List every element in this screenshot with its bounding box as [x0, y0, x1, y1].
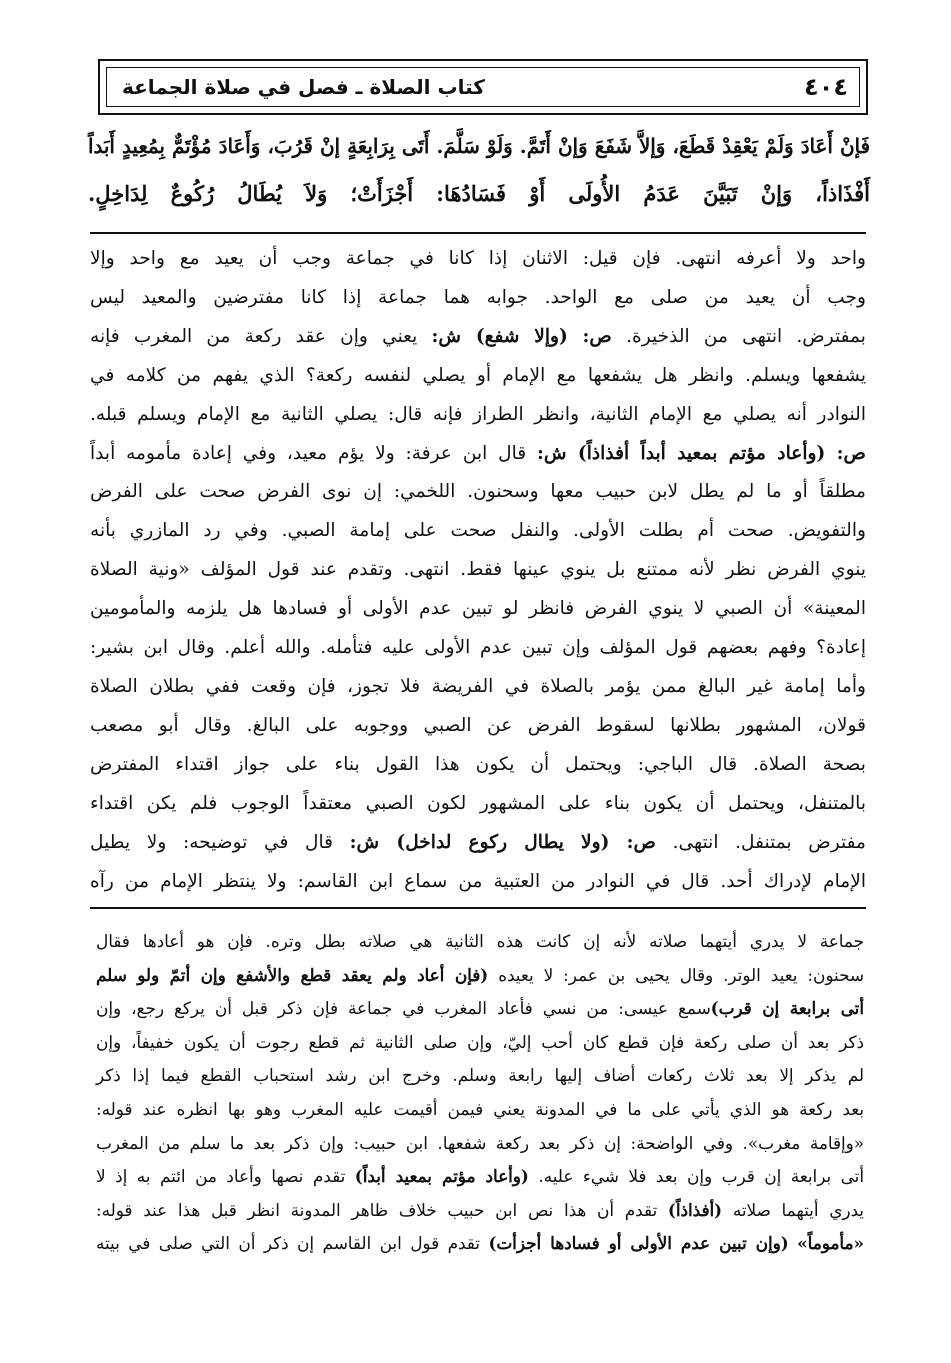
text-run: تقدم أن هذا نص ابن حبيب خلاف ظاهر المدونة انظر قبل هذا عند قوله: [96, 1199, 668, 1220]
text-run: وجب أن يعيد من صلى مع الواحد. جوابه هما جماعة إذا كانا مفترضين والمعيد ليس [90, 286, 866, 308]
commentary-line [90, 707, 866, 746]
text-run: جماعة لا يدري أيتهما صلاته لأنه إن كانت هذه الثانية هي صلاته بطل وتره. فإن هو أعادها فقال [96, 931, 864, 951]
commentary-line [90, 551, 866, 590]
commentary-line [90, 318, 866, 357]
text-run: والتفويض. صحت أم بطلت الأولى. والنفل صحت على إمامة الصبي. وفي رد المازري بأنه [90, 520, 866, 542]
text-run: يدري أيتهما صلاته [722, 1199, 864, 1220]
text-run: المعينة» أن الصبي لا ينوي الفرض فانظر لو تبين عدم الأولى أو فسادها هل يلزمه والمأمومين [90, 598, 866, 620]
text-run: بعد ركعة هو الذي يأتي على ما في المدونة يعني فيمن أقيمت عليه المغرب وهو بها انظره عند قوله: [96, 1098, 864, 1119]
note-line [96, 1227, 864, 1261]
text-run: سمع عيسى: من نسي فأعاد المغرب في جماعة فإن ذكر قبل أن يركع رجع، وإن [96, 998, 711, 1019]
text-run: يشفعها ويسلم. وانظر هل يشفعها مع الإمام أو يصلي لنفسه ركعة؟ الذي يفهم من كلامه في [90, 364, 866, 386]
text-run: واحد ولا أعرفه انتهى. فإن قيل: الاثنان إذا كانا في جماعة وجب أن يعيد مع واحد وإلا [90, 248, 866, 269]
note-line [96, 1127, 864, 1161]
bold-quote: «مأموماً» [797, 1233, 865, 1254]
text-run: تقدم نصها وأعاد من ائتم به إذ لا [96, 1166, 355, 1187]
text-run: بالمتنفل، ويحتمل أن يكون بناء على المشهور لكون الصبي معتقداً الوجوب فلم يكن اقتداء [90, 792, 866, 814]
note-line [96, 1026, 864, 1060]
text-run: إعادة؟ وفهم بعضهم قول المؤلف وإن تبين عدم الأولى عليه فتأمله. والله أعلم. وقال ابن بشير: [90, 637, 866, 659]
note-line [96, 959, 864, 993]
commentary-line [90, 435, 866, 474]
running-title: كتاب الصلاة ـ فصل في صلاة الجماعة [122, 75, 485, 99]
marginal-notes [96, 925, 864, 1261]
separator-rule [90, 907, 866, 909]
note-line [96, 1093, 864, 1127]
text-run: «وإقامة مغرب». وفي الواضحة: إن ذكر بعد ركعة شفعها. ابن حبيب: وإن ذكر بعد ما سلم من المغرب [96, 1132, 864, 1153]
text-run: وأما إمامة غير البالغ ممن يؤمر بالصلاة في الفريضة فلا تجوز، فإن وقعت ففي بطلان الصلاة [90, 675, 866, 697]
note-line [96, 925, 864, 959]
commentary-line [90, 240, 866, 279]
main-text-line: أَفْذَاذاً، وَإنْ تَبَيَّنَ عَدَمُ الأُولَى أَوْ فَسَادُهَا: أَجْزَأَتْ؛ وَلاَ يُطَالُ رُكُوعٌ لِدَاخِلٍ. [88, 181, 870, 206]
bold-quote: (وإن تبين عدم الأولى أو فسادها أجزأت) [488, 1233, 789, 1254]
bold-quote: (فإن أعاد ولم يعقد قطع والأشفع وإن أتمّ ولو سلم [96, 964, 489, 985]
note-line [96, 1194, 864, 1228]
text-run: أتى برابعة إن قرب وإن بعد فلا شيء عليه. [528, 1166, 865, 1187]
text-run: النوادر أنه يصلي مع الإمام الثانية، وانظر الطراز فإنه قال: يصلي الثانية مع الإمام ويسلم قبله. [90, 403, 866, 425]
text-run: يعني وإن عقد ركعة من المغرب فإنه [90, 325, 432, 347]
main-text [88, 122, 870, 218]
commentary-line [90, 785, 866, 824]
text-run: الإمام لإدراك أحد. قال في النوادر من العتبية من سماع ابن القاسم: ولا ينتظر الإمام من رآه [90, 870, 866, 892]
commentary-line [90, 629, 866, 668]
commentary-line [90, 357, 866, 396]
text-run: لم يذكر إلا بعد ثلاث ركعات أضاف إليها رابعة وسلم. وخرج ابن رشد استحباب القطع فيما إذا ذكر [96, 1065, 864, 1086]
text-run: سحنون: يعيد الوتر. وقال يحيى بن عمر: لا يعيده [488, 964, 864, 985]
page-number: ٤٠٤ [804, 73, 848, 101]
main-text-line: فَإنْ أَعَادَ وَلَمْ يَعْقِدْ قَطَعَ، وَإلاَّ شَفَعَ وَإنْ أَتَمَّ. وَلَوْ سَلَّمَ. أَتَى بِرَابِعَةٍ إنْ قَرُبَ، وَأَعَادَ مُؤْتَمٌّ بِمُعِيدٍ أَبَداً [88, 134, 870, 158]
text-run: تقدم قول ابن القاسم إن ذكر أن التي صلى في بيته [96, 1233, 489, 1254]
text-run: ذكر بعد أن صلى ركعة فإن قطع كان أحب إليّ، وإن صلى الثانية ثم قطع رجوت أن يكون خفيفاً، وإن [96, 1031, 864, 1052]
text-run: ينوي الفرض نظر لأنه ممتنع بل ينوي عينها فقط. انتهى. وتقدم عند قول المؤلف «ونية الصلاة [90, 559, 866, 581]
text-run: مفترض بمتنفل. انتهى. [655, 831, 867, 853]
text-run: بصحة الصلاة. قال الباجي: ويحتمل أن يكون هذا القول بناء على جواز اقتداء المفترض [90, 753, 866, 775]
commentary [90, 240, 866, 901]
note-line [96, 992, 864, 1026]
commentary-line [90, 863, 866, 902]
commentary-line [90, 396, 866, 435]
text-run: قولان، المشهور بطلانها لسقوط الفرض عن الصبي ووجوبه على البالغ. وقال أبو مصعب [90, 714, 866, 736]
separator-rule [90, 232, 866, 234]
commentary-line [90, 512, 866, 551]
bold-quote: ص: (وإلا شفع) ش: [431, 325, 612, 347]
commentary-line [90, 746, 866, 785]
commentary-line [90, 473, 866, 512]
bold-quote: ص: (وأعاد مؤتم بمعيد أبداً أفذاذاً) ش: [537, 442, 866, 464]
commentary-line [90, 668, 866, 707]
bold-quote: (أفذاذاً) [667, 1199, 723, 1220]
text-run: مطلقاً أو ما لم يطل لابن حبيب معها وسحنون. اللخمي: إن نوى الفرض صحت على الفرض [90, 481, 866, 503]
note-line [96, 1160, 864, 1194]
note-line [96, 1059, 864, 1093]
commentary-line [90, 824, 866, 863]
text-run: قال في توضيحه: ولا يطيل [90, 831, 350, 853]
commentary-line [90, 279, 866, 318]
bold-quote: أتى برابعة إن قرب) [710, 998, 864, 1019]
text-run [789, 1233, 798, 1253]
text-run: بمفترض. انتهى من الذخيرة. [611, 325, 866, 347]
bold-quote: ص: (ولا يطال ركوع لداخل) ش: [349, 831, 656, 853]
bold-quote: (وأعاد مؤتم بمعيد أبداً) [354, 1166, 529, 1187]
page-header [98, 59, 868, 115]
text-run: قال ابن عرفة: ولا يؤم معيد، وفي إعادة مأمومه أبداً [90, 442, 537, 464]
commentary-line [90, 590, 866, 629]
